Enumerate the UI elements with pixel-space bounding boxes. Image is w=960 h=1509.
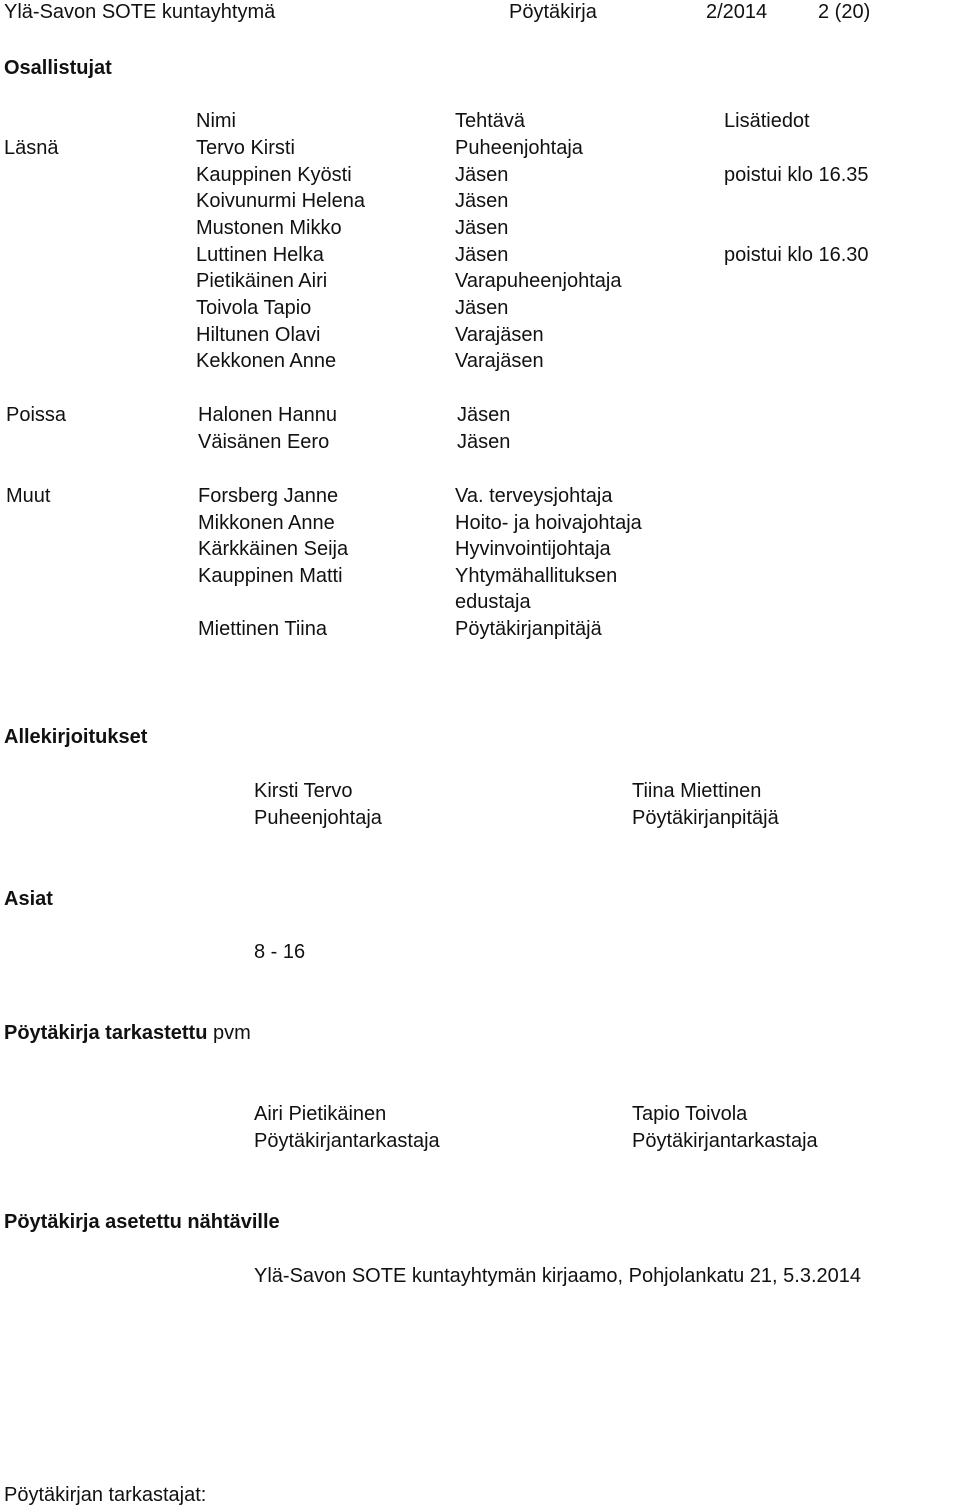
- items-heading: Asiat: [4, 888, 53, 910]
- absent-role: Jäsen: [457, 431, 511, 453]
- participants-heading: Osallistujat: [4, 57, 112, 79]
- present-name: Pietikäinen Airi: [196, 270, 328, 292]
- column-header-role: Tehtävä: [455, 110, 526, 132]
- other-name: Kauppinen Matti: [198, 565, 343, 587]
- present-role: Jäsen: [455, 217, 509, 239]
- items-range: 8 - 16: [254, 941, 306, 963]
- absent-name: Halonen Hannu: [198, 404, 337, 426]
- other-role: Va. terveysjohtaja: [455, 485, 613, 507]
- present-role: Jäsen: [455, 244, 509, 266]
- other-role: Hoito- ja hoivajohtaja: [455, 512, 642, 534]
- present-role: Jäsen: [455, 297, 509, 319]
- present-role: Jäsen: [455, 190, 509, 212]
- reviewer-right-name: Tapio Toivola: [632, 1103, 748, 1125]
- signature-left-title: Puheenjohtaja: [254, 807, 382, 829]
- column-header-name: Nimi: [196, 110, 236, 132]
- signature-left-name: Kirsti Tervo: [254, 780, 353, 802]
- group-label-absent: Poissa: [6, 404, 67, 426]
- public-display-heading: Pöytäkirja asetettu nähtäville: [4, 1211, 280, 1233]
- present-role: Varajäsen: [455, 350, 544, 372]
- other-name: Kärkkäinen Seija: [198, 538, 349, 560]
- absent-name: Väisänen Eero: [198, 431, 330, 453]
- signatures-heading: Allekirjoitukset: [4, 726, 148, 748]
- organization-name: Ylä-Savon SOTE kuntayhtymä: [4, 1, 276, 23]
- review-heading: [4, 1021, 251, 1045]
- other-name: Forsberg Janne: [198, 485, 339, 507]
- present-name: Koivunurmi Helena: [196, 190, 365, 212]
- other-role: Pöytäkirjanpitäjä: [455, 618, 602, 640]
- reviewer-left-title: Pöytäkirjantarkastaja: [254, 1130, 440, 1152]
- present-name: Toivola Tapio: [196, 297, 312, 319]
- group-label-others: Muut: [6, 485, 51, 507]
- present-note: poistui klo 16.35: [724, 164, 869, 186]
- signature-right-name: Tiina Miettinen: [632, 780, 762, 802]
- other-role: Yhtymähallituksen: [455, 565, 618, 587]
- signature-right-title: Pöytäkirjanpitäjä: [632, 807, 779, 829]
- present-name: Tervo Kirsti: [196, 137, 295, 159]
- present-name: Mustonen Mikko: [196, 217, 342, 239]
- reviewer-right-title: Pöytäkirjantarkastaja: [632, 1130, 818, 1152]
- present-role: Varapuheenjohtaja: [455, 270, 622, 292]
- present-name: Luttinen Helka: [196, 244, 324, 266]
- present-role: Puheenjohtaja: [455, 137, 583, 159]
- page-number: 2 (20): [818, 1, 871, 23]
- present-name: Kekkonen Anne: [196, 350, 337, 372]
- absent-role: Jäsen: [457, 404, 511, 426]
- present-note: poistui klo 16.30: [724, 244, 869, 266]
- group-label-present: Läsnä: [4, 137, 59, 159]
- present-role: Jäsen: [455, 164, 509, 186]
- review-heading-date-label: pvm: [207, 1022, 251, 1044]
- reviewer-left-name: Airi Pietikäinen: [254, 1103, 387, 1125]
- other-name: Miettinen Tiina: [198, 618, 327, 640]
- other-name: Mikkonen Anne: [198, 512, 335, 534]
- present-role: Varajäsen: [455, 324, 544, 346]
- document-type: Pöytäkirja: [509, 1, 597, 23]
- other-role: Hyvinvointijohtaja: [455, 538, 611, 560]
- column-header-notes: Lisätiedot: [724, 110, 810, 132]
- reviewers-footer-label: Pöytäkirjan tarkastajat:: [4, 1484, 207, 1506]
- document-number: 2/2014: [706, 1, 768, 23]
- other-role-continued: edustaja: [455, 591, 531, 613]
- review-heading-bold: Pöytäkirja tarkastettu: [4, 1022, 208, 1044]
- present-name: Hiltunen Olavi: [196, 324, 321, 346]
- present-name: Kauppinen Kyösti: [196, 164, 352, 186]
- public-display-text: Ylä-Savon SOTE kuntayhtymän kirjaamo, Pohjolankatu 21, 5.3.2014: [254, 1265, 862, 1287]
